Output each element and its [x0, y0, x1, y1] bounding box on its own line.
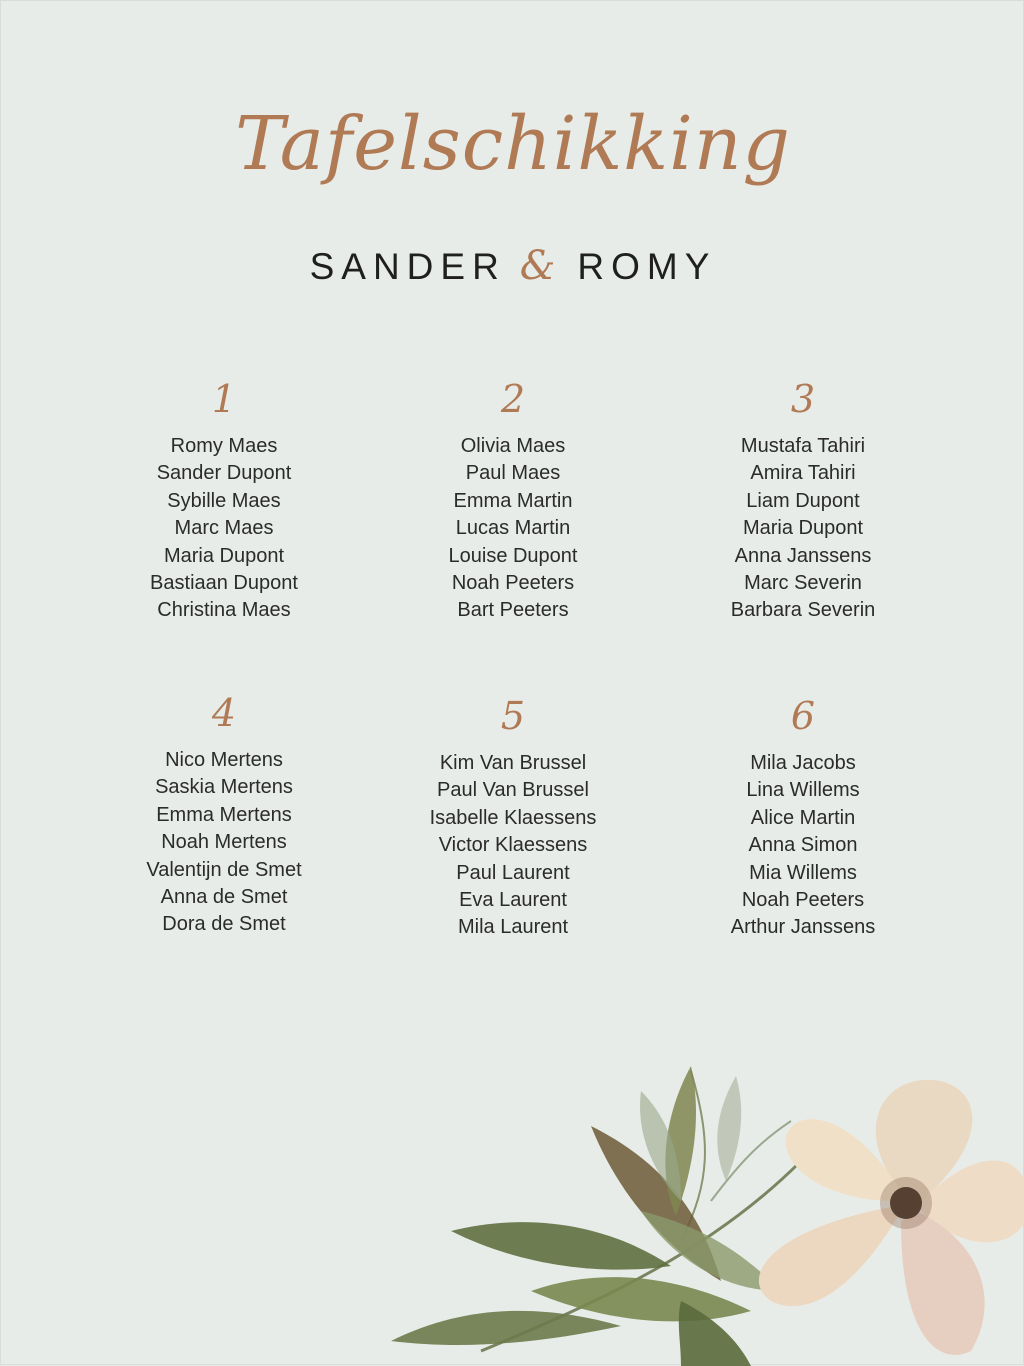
guest-name: Valentijn de Smet: [146, 858, 302, 881]
guest-name: Romy Maes: [170, 435, 278, 457]
guest-name: Barbara Severin: [730, 599, 876, 622]
guest-name: Marc Severin: [744, 571, 862, 594]
guest-name: Dora de Smet: [162, 913, 286, 936]
guest-name: Emma Martin: [453, 489, 573, 512]
guest-name: Christina Maes: [157, 599, 291, 622]
table-number: 6: [790, 694, 816, 738]
leaf-icon: [391, 1311, 621, 1345]
guest-name: Isabelle Klaessens: [429, 806, 597, 829]
guest-name: Bastiaan Dupont: [150, 571, 298, 594]
guest-name: Saskia Mertens: [155, 776, 293, 799]
table-5: [363, 686, 663, 942]
guest-name: Marc Maes: [174, 517, 274, 540]
guest-name: Paul Van Brussel: [437, 779, 589, 802]
leaf-icon: [717, 1076, 741, 1181]
guest-name: Noah Peeters: [741, 888, 865, 911]
guest-name: Maria Dupont: [742, 517, 864, 540]
table-number: 2: [500, 377, 526, 421]
guest-list: [74, 747, 374, 939]
guest-list: [653, 433, 953, 625]
guest-name: Nico Mertens: [165, 749, 283, 771]
flower-icon: [759, 1080, 1024, 1355]
leaf-icon: [451, 1222, 671, 1269]
guest-name: Liam Dupont: [746, 489, 860, 512]
table-3: [653, 369, 953, 625]
guest-name: Louise Dupont: [448, 544, 578, 567]
table-4: [74, 683, 374, 939]
guest-name: Emma Mertens: [156, 803, 292, 826]
table-6: [653, 686, 953, 942]
guest-name: Noah Mertens: [161, 831, 287, 854]
guest-name: Anna de Smet: [160, 885, 288, 908]
guest-name: Victor Klaessens: [438, 834, 588, 857]
guest-list: [74, 433, 374, 625]
couple-name-2: ROMY: [577, 246, 717, 287]
table-number: 5: [500, 694, 526, 738]
couple-names: [1, 243, 1024, 289]
guest-name: Arthur Janssens: [730, 916, 876, 939]
guest-name: Lucas Martin: [455, 517, 571, 540]
table-number: 3: [790, 377, 816, 421]
couple-name-1: SANDER: [309, 246, 506, 287]
guest-name: Mila Jacobs: [750, 752, 856, 774]
table-number: 1: [211, 377, 237, 421]
table-number: 4: [211, 691, 237, 735]
guest-name: Alice Martin: [750, 806, 856, 829]
guest-name: Maria Dupont: [163, 544, 285, 567]
guest-name: Anna Simon: [748, 834, 858, 857]
page-title: Tafelschikking: [235, 101, 791, 187]
guest-list: [363, 750, 663, 942]
guest-name: Paul Maes: [465, 462, 561, 485]
guest-name: Kim Van Brussel: [439, 752, 587, 774]
guest-name: Sander Dupont: [156, 462, 292, 485]
guest-list: [653, 750, 953, 942]
guest-list: [363, 433, 663, 625]
guest-name: Paul Laurent: [456, 861, 570, 884]
guest-name: Mia Willems: [749, 861, 857, 884]
table-1: [74, 369, 374, 625]
guest-name: Sybille Maes: [167, 489, 281, 512]
floral-decoration: [381, 1051, 1024, 1366]
guest-name: Lina Willems: [746, 779, 860, 802]
table-2: [363, 369, 663, 625]
guest-name: Anna Janssens: [734, 544, 872, 567]
guest-name: Eva Laurent: [459, 888, 567, 911]
guest-name: Amira Tahiri: [750, 462, 856, 485]
ampersand: &: [519, 243, 556, 289]
guest-name: Bart Peeters: [457, 599, 569, 622]
guest-name: Mila Laurent: [457, 916, 569, 939]
guest-name: Olivia Maes: [460, 435, 566, 457]
guest-name: Noah Peeters: [451, 571, 575, 594]
guest-name: Mustafa Tahiri: [740, 435, 866, 457]
